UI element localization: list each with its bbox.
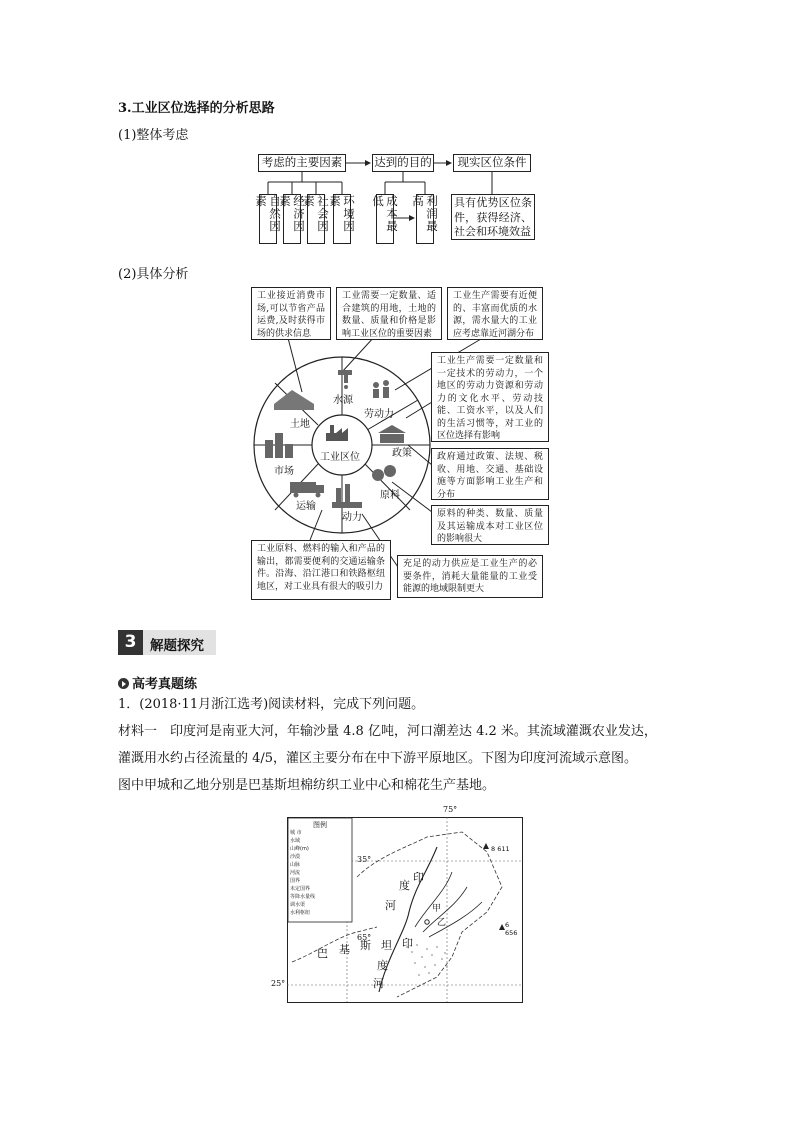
segment-land: 土地 bbox=[290, 419, 310, 430]
note-labor: 工业生产需要一定数量和一定技术的劳动力，一个地区的劳动力资源和劳动力的文化水平、劳动技能、工资水平，以及人们的生活习惯等，对工业的区位选择有影响 bbox=[431, 352, 549, 442]
goal-highest-profit: 利润最高 bbox=[416, 194, 434, 244]
subheading-overall: (1)整体考虑 bbox=[118, 128, 189, 143]
note-water: 工业生产需要有近便的、丰富而优质的水源，需水量大的工业应考虑靠近河湖分布 bbox=[447, 287, 543, 340]
segment-power: 动力 bbox=[342, 512, 362, 523]
section-number: 3 bbox=[118, 630, 143, 655]
flow-goal-box: 达到的目的 bbox=[372, 154, 434, 172]
lon-65: 65° bbox=[357, 933, 372, 942]
legend-canal: 调水渠 bbox=[290, 902, 306, 908]
segment-market: 市场 bbox=[274, 466, 294, 477]
flow-condition-box: 现实区位条件 bbox=[453, 154, 531, 172]
factor-economic: 经济因素 bbox=[283, 194, 301, 244]
segment-transport: 运输 bbox=[296, 501, 316, 512]
country-char-3: 斯 bbox=[360, 939, 371, 952]
practice-heading bbox=[118, 673, 197, 692]
lat-35: 35° bbox=[357, 855, 372, 864]
lower-river-char-2: 度 bbox=[377, 959, 388, 972]
note-transport: 工业原料、燃料的输入和产品的输出，都需要便利的交通运输条件。沿海、沿江港口和铁路枢纽地区，对工业具有很大的吸引力 bbox=[251, 540, 391, 600]
note-policy: 政府通过政策、法规、税收、用地、交通、基础设施等方面影响工业生产和分布 bbox=[431, 448, 549, 500]
place-yi: 乙 bbox=[437, 918, 447, 928]
section-heading: 3.工业区位选择的分析思路 bbox=[118, 101, 275, 116]
material-line-3: 图中甲城和乙地分别是巴基斯坦棉纺织工业中心和棉花生产基地。 bbox=[118, 778, 496, 793]
material-line-1: 材料一 印度河是南亚大河，年输沙量 4.8 亿吨，河口潮差达 4.2 米。其流域灌溉农业发达， bbox=[118, 724, 657, 739]
factor-natural: 自然因素 bbox=[259, 194, 277, 244]
legend-mountains: 山脉 bbox=[290, 862, 301, 868]
note-material: 原料的种类、数量、质量及其运输成本对工业区位的影响很大 bbox=[431, 505, 549, 545]
peak-8611: 8 611 bbox=[491, 845, 510, 853]
country-char-1: 巴 bbox=[317, 947, 328, 960]
lower-river-char-3: 河 bbox=[373, 977, 384, 990]
city-jia: 甲 bbox=[432, 904, 442, 914]
legend-border: 国界 bbox=[290, 878, 301, 884]
river-char-2: 度 bbox=[399, 879, 410, 892]
material-line-2: 灌溉用水约占径流量的 4/5，灌区主要分布在中下游平原地区。下图为印度河流域示意图。 bbox=[118, 751, 638, 766]
lower-river-char-1: 印 bbox=[402, 937, 413, 950]
legend-river: 河流 bbox=[290, 870, 301, 876]
question-1: 1．(2018·11月浙江选考)阅读材料，完成下列问题。 bbox=[118, 697, 425, 712]
note-market: 工业接近消费市场,可以节省产品运费,及时获得市场的供求信息 bbox=[251, 287, 331, 340]
legend-list bbox=[290, 829, 350, 917]
segment-material: 原料 bbox=[380, 490, 400, 501]
wheel-center-label: 工业区位 bbox=[320, 452, 360, 463]
flow-factors-box: 考虑的主要因素 bbox=[258, 154, 346, 172]
flow-result-box: 具有优势区位条件，获得经济、社会和环境效益 bbox=[451, 194, 535, 240]
legend-hydro-hub: 水利枢纽 bbox=[290, 910, 311, 916]
segment-labor: 劳动力 bbox=[364, 409, 394, 420]
section-title: 解题探究 bbox=[150, 638, 204, 654]
river-char-3: 河 bbox=[385, 899, 396, 912]
peak-6656: 6 656 bbox=[505, 921, 518, 937]
segment-policy: 政策 bbox=[392, 448, 412, 459]
lon-75: 75° bbox=[443, 805, 458, 814]
section-banner bbox=[118, 630, 216, 655]
legend-title: 图例 bbox=[313, 821, 327, 829]
legend-undefined-border: 未定国界 bbox=[290, 886, 311, 892]
note-power: 充足的动力供应是工业生产的必要条件，消耗大量能量的工业受能源的地域限制更大 bbox=[397, 555, 543, 598]
legend-peak: 山峰(m) bbox=[290, 846, 309, 852]
factor-environment: 环境因素 bbox=[333, 194, 351, 244]
country-char-4: 坦 bbox=[381, 939, 392, 952]
legend-city: 城 市 bbox=[290, 830, 302, 836]
lat-25: 25° bbox=[271, 979, 286, 988]
legend-water: 水域 bbox=[290, 838, 301, 844]
practice-label: 高考真题练 bbox=[132, 677, 198, 692]
subheading-detail: (2)具体分析 bbox=[118, 267, 189, 282]
country-char-2: 基 bbox=[339, 943, 350, 956]
legend-isohyet: 等降水量线 bbox=[290, 894, 316, 900]
factor-social: 社会因素 bbox=[307, 194, 325, 244]
note-land: 工业需要一定数量、适合建筑的用地，土地的数量、质量和价格是影响工业区位的重要因素 bbox=[336, 287, 442, 340]
indus-basin-map bbox=[271, 805, 523, 1003]
legend-desert: 沙漠 bbox=[290, 854, 301, 860]
play-circle-icon bbox=[118, 678, 129, 689]
river-char-1: 印 bbox=[413, 871, 424, 884]
goal-lowest-cost: 成本最低 bbox=[376, 194, 394, 244]
segment-water: 水源 bbox=[333, 395, 353, 406]
